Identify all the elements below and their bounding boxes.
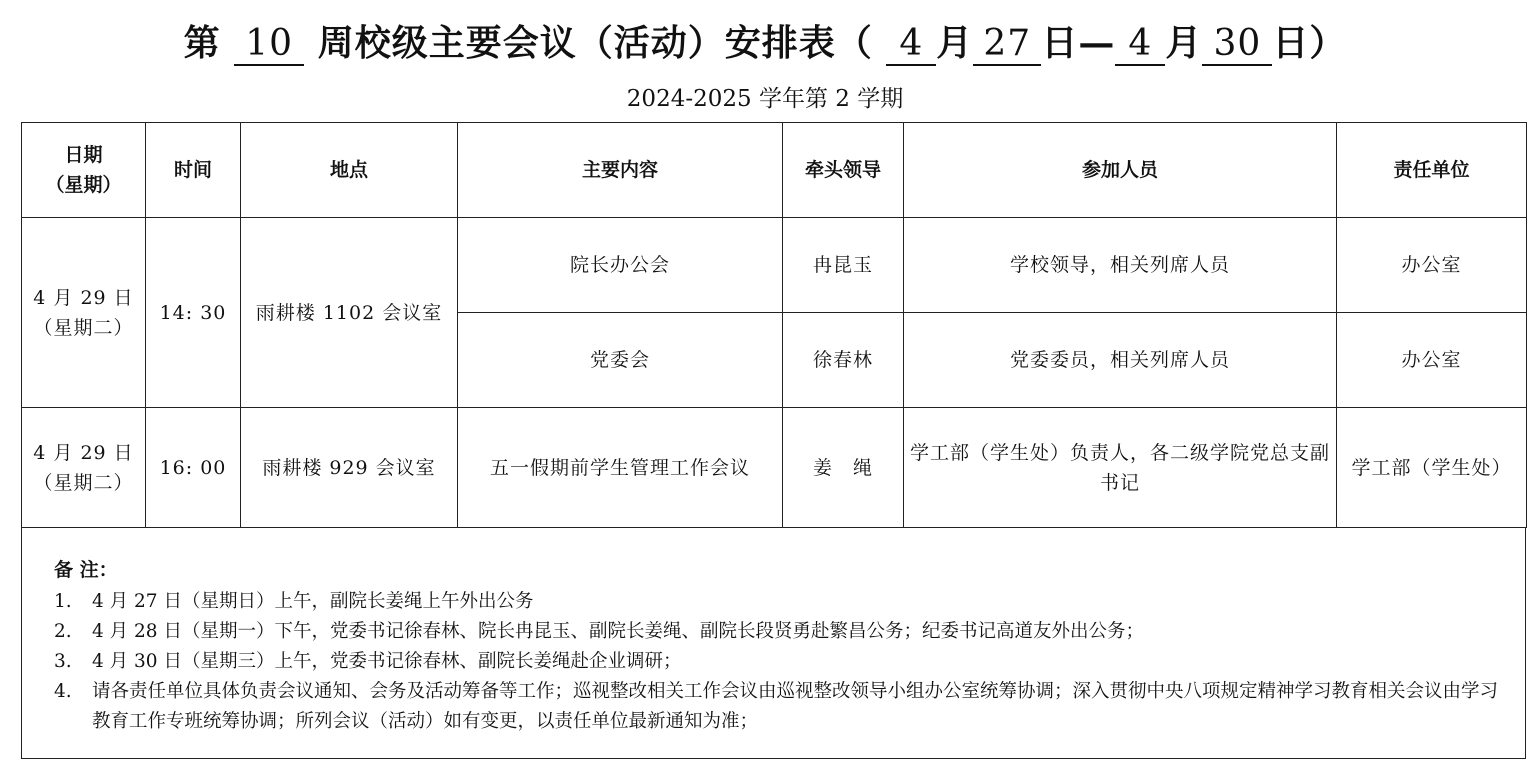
title-month-char-2: 月 [1165,22,1203,64]
note-text: 4 月 30 日（星期三）上午，党委书记徐春林、副院长姜绳赴企业调研； [92,651,682,672]
page-title [0,18,1530,68]
weekday-text: （星期二） [33,316,134,339]
note-item [54,617,1511,647]
cell-date [22,408,146,528]
note-item [54,587,1511,617]
notes-list [54,587,1511,737]
title-middle: 周校级主要会议（活动）安排表（ [317,22,873,64]
header-participants: 参加人员 [904,123,1337,218]
note-number: 1. [54,591,72,612]
title-end-month: 4 [1115,24,1165,66]
title-week-number: 10 [234,24,304,66]
title-prefix: 第 [183,22,221,64]
date-text: 4 月 29 日 [33,441,134,464]
header-place: 地点 [241,123,458,218]
title-start-month: 4 [886,24,936,66]
note-item [54,647,1511,677]
cell-participants: 党委委员，相关列席人员 [904,313,1337,408]
notes-heading: 备 注： [54,559,118,581]
cell-leader: 徐春林 [783,313,904,408]
note-text: 4 月 27 日（星期日）上午，副院长姜绳上午外出公务 [92,591,534,612]
cell-time: 14: 30 [146,218,241,408]
title-day-char-2: 日） [1272,22,1347,64]
note-number: 3. [54,651,72,672]
cell-place: 雨耕楼 929 会议室 [241,408,458,528]
header-time: 时间 [146,123,241,218]
table-row [22,218,1527,313]
title-month-char-1: 月 [936,22,974,64]
note-number: 4. [54,681,72,702]
schedule-table [21,122,1527,528]
cell-place: 雨耕楼 1102 会议室 [241,218,458,408]
semester-subtitle: 2024-2025 学年第 2 学期 [626,86,904,112]
header-date-line2: （星期） [45,174,122,196]
title-day-char-1: 日— [1041,22,1116,64]
cell-content: 院长办公会 [458,218,783,313]
header-date [22,123,146,218]
cell-participants: 学工部（学生处）负责人，各二级学院党总支副书记 [904,408,1337,528]
cell-date [22,218,146,408]
header-leader: 牵头领导 [783,123,904,218]
title-end-day: 30 [1202,24,1272,66]
cell-participants: 学校领导，相关列席人员 [904,218,1337,313]
cell-unit: 办公室 [1337,313,1527,408]
cell-leader: 冉昆玉 [783,218,904,313]
notes-section [21,527,1526,759]
cell-leader: 姜 绳 [783,408,904,528]
note-number: 2. [54,621,72,642]
weekday-text: （星期二） [33,471,134,494]
cell-unit: 办公室 [1337,218,1527,313]
table-header-row [22,123,1527,218]
note-item [54,677,1511,737]
note-text: 4 月 28 日（星期一）下午，党委书记徐春林、院长冉昆玉、副院长姜绳、副院长段贤勇赴繁昌公务；纪委书记高道友外出公务； [92,621,1144,642]
cell-content: 党委会 [458,313,783,408]
header-unit: 责任单位 [1337,123,1527,218]
table-row [22,408,1527,528]
note-text: 请各责任单位具体负责会议通知、会务及活动筹备等工作；巡视整改相关工作会议由巡视整改领导小组办公室统筹协调；深入贯彻中央八项规定精神学习教育相关会议由学习教育工作专班统筹协调；所列会议（活动）如有变更，以责任单位最新通知为准； [92,681,1499,732]
header-date-line1: 日期 [64,144,103,166]
date-text: 4 月 29 日 [33,286,134,309]
cell-unit: 学工部（学生处） [1337,408,1527,528]
header-content: 主要内容 [458,123,783,218]
cell-time: 16: 00 [146,408,241,528]
title-start-day: 27 [973,24,1041,66]
cell-content: 五一假期前学生管理工作会议 [458,408,783,528]
